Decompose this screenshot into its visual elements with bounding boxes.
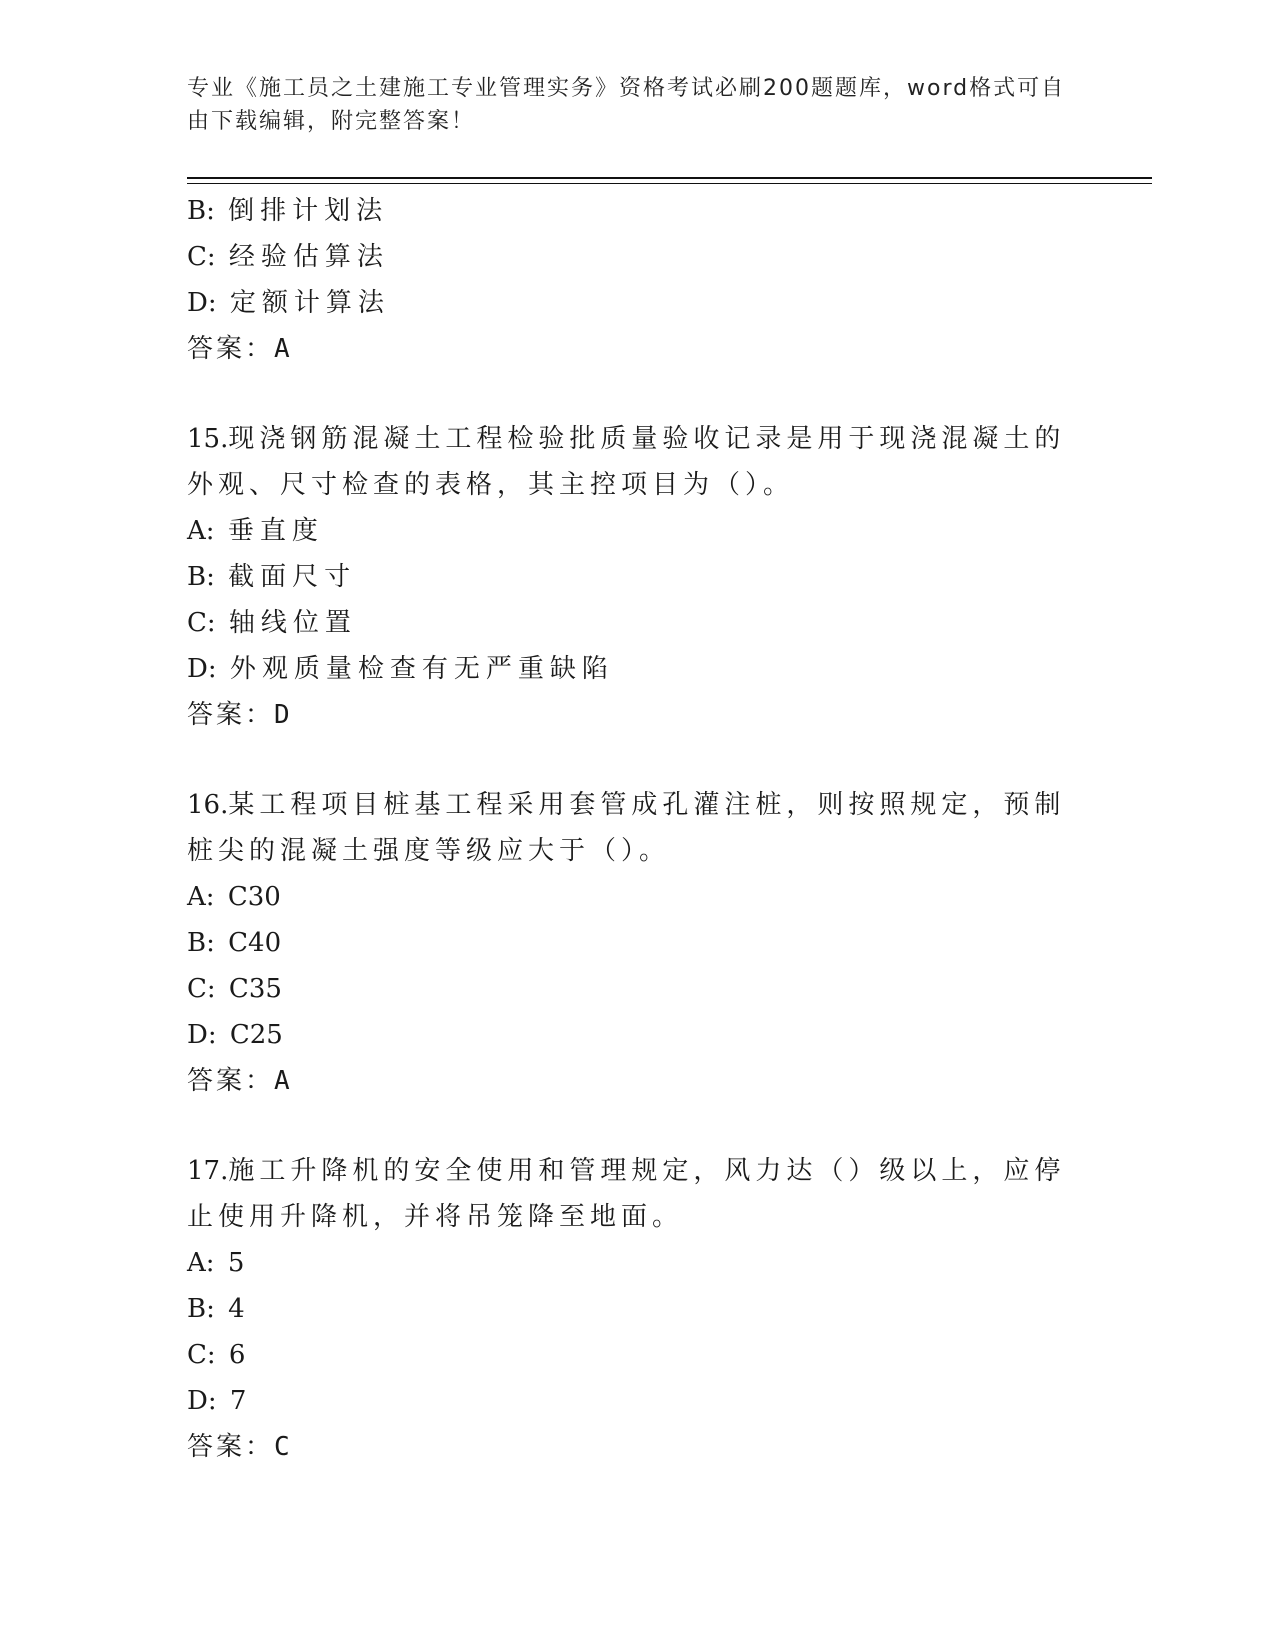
answer-line xyxy=(187,1058,1087,1104)
option-a xyxy=(187,508,1087,554)
option-text: 经验估算法 xyxy=(228,242,389,272)
option-text: C30 xyxy=(227,882,281,912)
option-text: 4 xyxy=(228,1294,245,1324)
spacer xyxy=(187,738,1087,782)
question-text: 施工升降机的安全使用和管理规定，风力达（）级以上，应停止使用升降机，并将吊笼降至地面。 xyxy=(187,1156,1066,1232)
option-b xyxy=(187,554,1087,600)
answer-line xyxy=(187,692,1087,738)
question-stem xyxy=(187,782,1077,874)
option-c xyxy=(187,1332,1087,1378)
answer-label: 答案： xyxy=(187,1066,275,1096)
question-16 xyxy=(187,782,1087,1104)
option-text: 轴线位置 xyxy=(228,608,357,638)
question-number: 16. xyxy=(187,790,229,820)
option-text: 6 xyxy=(228,1340,246,1370)
option-c xyxy=(187,234,1087,280)
option-d xyxy=(187,1378,1087,1424)
option-letter: B: xyxy=(187,928,215,958)
answer-value: C xyxy=(274,1432,290,1462)
partial-question xyxy=(187,188,1087,372)
option-text: C25 xyxy=(229,1020,283,1050)
option-b xyxy=(187,1286,1087,1332)
question-17 xyxy=(187,1148,1087,1470)
option-b xyxy=(187,188,1087,234)
spacer xyxy=(187,372,1087,416)
header-text: 专业《施工员之土建施工专业管理实务》资格考试必刷200题题库，word格式可自由下载编辑，附完整答案！ xyxy=(187,76,1066,134)
answer-line xyxy=(187,1424,1087,1470)
option-c xyxy=(187,966,1087,1012)
option-letter: B: xyxy=(187,562,215,592)
option-text: 外观质量检查有无严重缺陷 xyxy=(229,654,614,684)
option-text: C35 xyxy=(228,974,282,1004)
option-text: 垂直度 xyxy=(227,516,324,546)
answer-line xyxy=(187,326,1087,372)
question-list xyxy=(187,188,1087,1470)
option-text: 定额计算法 xyxy=(229,288,390,318)
option-letter: C: xyxy=(187,1340,216,1370)
option-a xyxy=(187,874,1087,920)
answer-label: 答案： xyxy=(187,700,275,730)
question-stem xyxy=(187,416,1077,508)
option-d xyxy=(187,280,1087,326)
question-15 xyxy=(187,416,1087,738)
question-stem xyxy=(187,1148,1077,1240)
option-a xyxy=(187,1240,1087,1286)
answer-value: A xyxy=(274,334,290,364)
option-letter: D: xyxy=(187,1386,217,1416)
option-letter: A: xyxy=(187,1248,215,1278)
option-letter: C: xyxy=(187,974,216,1004)
header-rule-bottom xyxy=(187,183,1152,184)
question-number: 17. xyxy=(187,1156,229,1186)
page-header xyxy=(187,72,1067,138)
header-rule-top xyxy=(187,177,1152,179)
option-text: C40 xyxy=(228,928,282,958)
option-letter: B: xyxy=(187,1294,215,1324)
answer-value: A xyxy=(274,1066,290,1096)
option-d xyxy=(187,1012,1087,1058)
option-letter: D: xyxy=(187,1020,217,1050)
answer-label: 答案： xyxy=(187,1432,275,1462)
option-letter: D: xyxy=(187,654,217,684)
option-b xyxy=(187,920,1087,966)
option-c xyxy=(187,600,1087,646)
spacer xyxy=(187,1104,1087,1148)
question-text: 某工程项目桩基工程采用套管成孔灌注桩，则按照规定，预制桩尖的混凝土强度等级应大于（）。 xyxy=(187,790,1066,866)
option-text: 5 xyxy=(227,1248,245,1278)
answer-value: D xyxy=(274,700,290,730)
option-letter: C: xyxy=(187,242,216,272)
option-letter: B: xyxy=(187,196,215,226)
option-letter: A: xyxy=(187,882,215,912)
option-letter: D: xyxy=(187,288,217,318)
answer-label: 答案： xyxy=(187,334,275,364)
option-text: 截面尺寸 xyxy=(228,562,357,592)
option-d xyxy=(187,646,1087,692)
option-text: 7 xyxy=(229,1386,247,1416)
option-letter: C: xyxy=(187,608,216,638)
question-number: 15. xyxy=(187,424,229,454)
option-text: 倒排计划法 xyxy=(228,196,389,226)
question-text: 现浇钢筋混凝土工程检验批质量验收记录是用于现浇混凝土的外观、尺寸检查的表格，其主控项目为（）。 xyxy=(187,424,1066,500)
option-letter: A: xyxy=(187,516,215,546)
